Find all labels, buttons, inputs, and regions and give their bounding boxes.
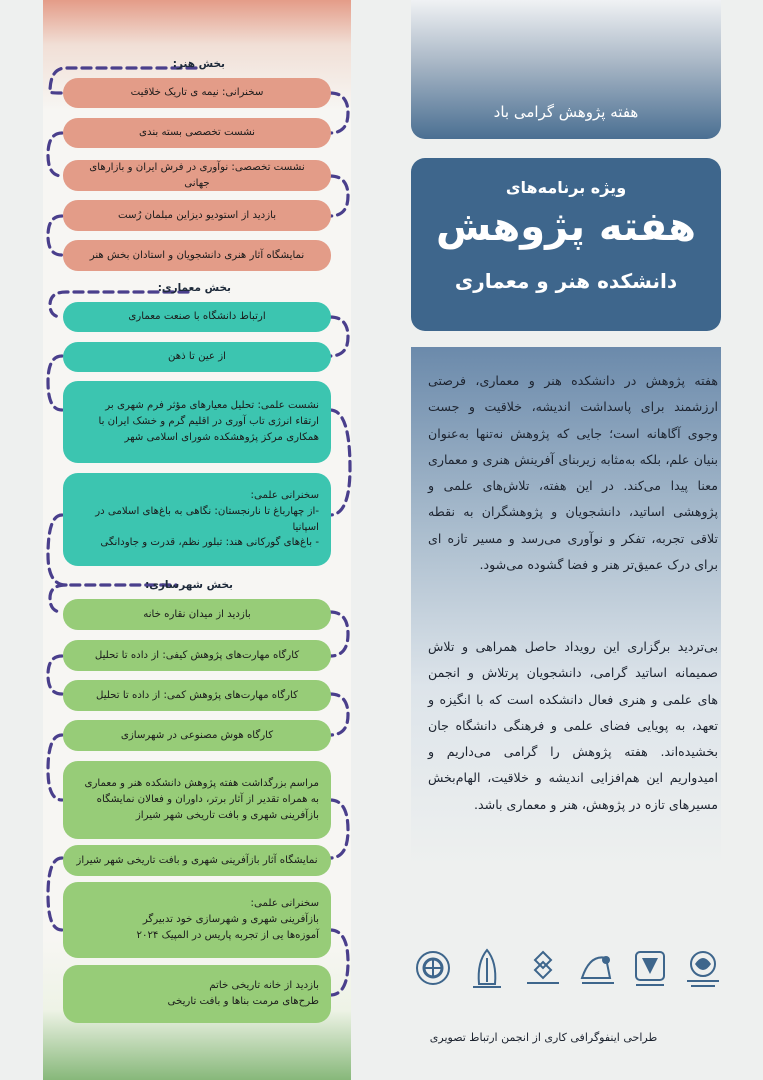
architecture-logo bbox=[467, 948, 507, 992]
urban-lecture-line-2: بازآفرینی شهری و شهرسازی خود تدبیرگر bbox=[142, 914, 319, 926]
greeting-text: هفته پژوهش گرامی باد bbox=[493, 103, 639, 121]
arch-talk-line-2: ارتقاء انرژی تاب آوری در اقلیم گرم و خشک ایران با bbox=[98, 416, 319, 428]
urban-item-text: کارگاه هوش مصنوعی در شهرسازی bbox=[120, 729, 274, 741]
title-main: هفته پژوهش bbox=[435, 204, 697, 250]
arch-lecture bbox=[63, 473, 331, 566]
intro-paragraph-2: بی‌تردید برگزاری این رویداد حاصل همراهی و تلاش صمیمانه اساتید گرامی، دانشجویان پرتلاش و انجمن های علمی و هنری فعال دانشکده است که با انگیزه و تعهد، به پویایی فضای علمی و فرهنگی دانشگاه جان بخشیده‌اند. هفته پژوهش را گرامی می‌داریم و امیدواریم این هم‌افزایی اندیشه و خلاقیت، الهام‌بخش مسیرهای تازه در پژوهش، هنر و معماری باشد. bbox=[428, 639, 718, 812]
urban-item-text: کارگاه مهارت‌های پژوهش کمی: از داده تا تحلیل bbox=[96, 689, 298, 701]
urban-item-2 bbox=[63, 640, 331, 671]
arch-talk-line-3: همکاری مرکز پژوهشکده شورای اسلامی شهر bbox=[124, 431, 319, 443]
urban-lecture-line-3: آموزه‌ها یی از تجربه پاریس در المپیک ۲۰۲۴ bbox=[136, 929, 319, 941]
arch-talk bbox=[63, 381, 331, 463]
research-office-logo bbox=[681, 948, 725, 992]
title-card bbox=[411, 158, 721, 331]
art-item-text: نشست تخصصی: نوآوری در فرش ایران و بازارهای جهانی bbox=[89, 161, 305, 189]
urban-exhibit bbox=[63, 845, 331, 876]
intro-paragraph-1: هفته پژوهش در دانشکده هنر و معماری، فرصتی ارزشمند برای پاسداشت اندیشه، خلاقیت و جست وجوی آگاهانه است؛ جایی که پژوهش نه‌تنها به‌عنوان بنیان علم، بلکه به‌مثابه زیربنای آفرینش هنری و معماری معنا پیدا می‌کند. در این هفته، تلاش‌های علمی و پژوهشی اساتید، دانشجویان و پژوهشگران به نقطه تلاقی تجربه، تفکر و نوآوری می‌رسد و مسیر تازه ای برای درک عمیق‌تر هنر و فضا گشوده می‌شود. bbox=[428, 373, 718, 573]
urban-item-4 bbox=[63, 720, 331, 751]
handicrafts-logo-1 bbox=[576, 948, 620, 992]
urban-lecture bbox=[63, 882, 331, 958]
urban-visit-line-2: طرح‌های مرمت بناها و بافت تاریخی bbox=[167, 996, 319, 1007]
urban-section-label: بخش شهرسازی: bbox=[145, 579, 233, 591]
urbanism-logo bbox=[411, 948, 455, 992]
arch-item-1 bbox=[63, 302, 331, 332]
art-item-text: نمایشگاه آثار هنری دانشجویان و استادان بخش هنر bbox=[89, 249, 305, 261]
arch-lecture-line-2: -از چهارباغ تا نارنجستان: نگاهی به باغ‌های اسلامی در bbox=[95, 505, 319, 517]
title-pre: ویژه برنامه‌های bbox=[505, 178, 627, 197]
title-sub: دانشکده هنر و معماری bbox=[454, 269, 678, 293]
urban-ceremony bbox=[63, 761, 331, 839]
arch-item-text: از عین تا ذهن bbox=[168, 351, 226, 363]
art-item-5 bbox=[63, 240, 331, 271]
urban-item-1 bbox=[63, 599, 331, 630]
visual-communication-logo bbox=[630, 948, 670, 992]
arch-item-text: ارتباط دانشگاه با صنعت معماری bbox=[128, 311, 266, 323]
arch-lecture-line-3: اسپانیا bbox=[292, 521, 319, 533]
handicrafts-logo-2 bbox=[521, 948, 565, 992]
greeting-card bbox=[411, 0, 721, 139]
urban-item-3 bbox=[63, 680, 331, 711]
art-item-text: بازدید از استودیو دیزاین مبلمان رُست bbox=[117, 209, 277, 221]
urban-ceremony-line-1: مراسم بزرگداشت هفته پژوهش دانشکده هنر و معماری bbox=[84, 778, 319, 790]
art-section-label: بخش هنر: bbox=[172, 58, 225, 70]
urban-visit-line-1: بازدید از خانه تاریخی خاتم bbox=[209, 980, 319, 992]
art-item-text: سخنرانی: نیمه ی تاریک خلاقیت bbox=[130, 87, 264, 99]
design-credit: طراحی اینفوگرافی کاری از انجمن ارتباط تصویری bbox=[429, 1031, 658, 1044]
urban-exhibit-text: نمایشگاه آثار بازآفرینی شهری و بافت تاریخی شهر شیراز bbox=[76, 854, 318, 866]
urban-ceremony-line-3: بازآفرینی شهری و بافت تاریخی شهر شیراز bbox=[135, 809, 319, 821]
urban-item-text: بازدید از میدان نقاره خانه bbox=[143, 608, 251, 620]
art-item-1 bbox=[63, 78, 331, 108]
art-item-2 bbox=[63, 118, 331, 148]
urban-visit bbox=[63, 965, 331, 1023]
logo-strip bbox=[405, 948, 725, 993]
arch-lecture-line-4: - باغ‌های گورکانی هند: تبلور نظم، قدرت و جاودانگی bbox=[100, 537, 319, 549]
arch-section-label: بخش معماری: bbox=[157, 282, 231, 294]
arch-talk-line-1: نشست علمی: تحلیل معیارهای مؤثر فرم شهری بر bbox=[105, 400, 319, 412]
art-item-text: نشست تخصصی بسته بندی bbox=[139, 127, 255, 139]
art-item-3 bbox=[63, 160, 331, 191]
arch-item-2 bbox=[63, 342, 331, 372]
arch-lecture-line-1: سخنرانی علمی: bbox=[250, 489, 319, 501]
urban-ceremony-line-2: به همراه تقدیر از آثار برتر، داوران و فعالان نمایشگاه bbox=[96, 794, 319, 806]
urban-item-text: کارگاه مهارت‌های پژوهش کیفی: از داده تا تحلیل bbox=[94, 649, 300, 661]
urban-lecture-line-1: سخنرانی علمی: bbox=[250, 898, 319, 910]
art-item-4 bbox=[63, 200, 331, 231]
